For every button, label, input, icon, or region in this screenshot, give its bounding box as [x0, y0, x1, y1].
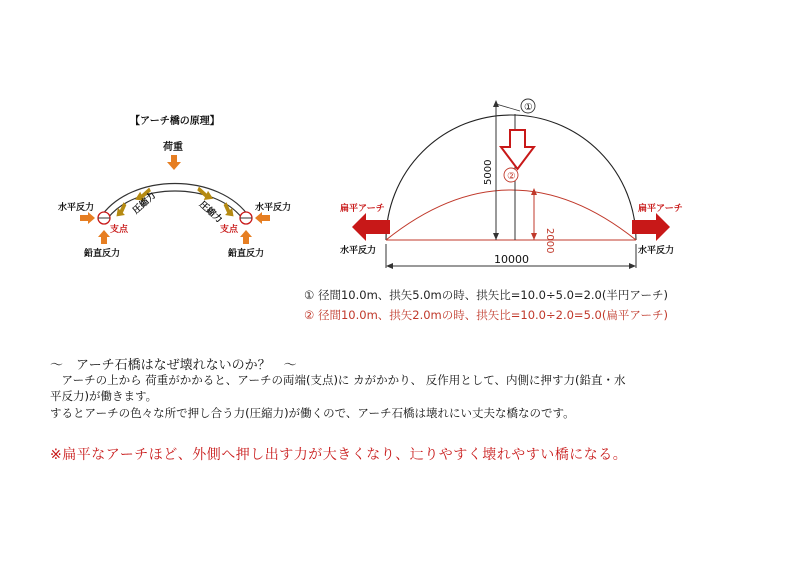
horizontal-reaction-left-arrow [80, 212, 95, 224]
flat-arch-left-label: 扁平アーチ [340, 204, 385, 214]
caption-semicircle: ① 径間10.0m、拱矢5.0mの時、拱矢比=10.0÷5.0=2.0(半円アーチ) [304, 288, 668, 302]
caption-flat: ② 径間10.0m、拱矢2.0mの時、拱矢比=10.0÷2.0=5.0(扁平アーチ) [304, 308, 668, 322]
left-diagram-title: 【アーチ橋の原理】 [130, 116, 220, 127]
dim-5000-arrowhead-top [493, 100, 499, 107]
load-arrow [167, 155, 181, 170]
dim-10000-arrowhead-right [629, 263, 636, 269]
vertical-reaction-left-arrow [98, 230, 110, 244]
vertical-reaction-right-label: 鉛直反力 [228, 249, 265, 259]
flat-arch-right-arrow [632, 213, 670, 241]
horizontal-reaction-right-diagram-right-label: 水平反力 [638, 246, 675, 256]
dim-5000-arrowhead-bottom [493, 233, 499, 240]
arch-band-inner [108, 191, 242, 218]
support-left-symbol [98, 212, 110, 224]
dim-2000-label: 2000 [544, 228, 555, 254]
marker-1-label: ① [524, 102, 533, 113]
support-right-symbol [240, 212, 252, 224]
dim-2000-arrowhead-bottom [531, 233, 537, 240]
dim-5000-label: 5000 [483, 159, 494, 185]
paragraph-2: するとアーチの色々な所で押し合う力(圧縮力)が働くので、アーチ石橋は壊れにい丈夫な橋なのです。 [50, 406, 575, 420]
marker-2-label: ② [507, 171, 516, 182]
vertical-reaction-right-arrow [240, 230, 252, 244]
load-hollow-arrow [501, 130, 534, 169]
section-heading: ～ アーチ石橋はなぜ壊れないのか？ ～ [50, 358, 297, 373]
paragraph-1-line-1: アーチの上から 荷重がかかると、アーチの両端(支点)に カがかかり、 反作用として、内側に押す力(鉛直・水 [50, 373, 626, 387]
dim-10000-label: 10000 [494, 253, 529, 266]
load-label: 荷重 [163, 142, 183, 153]
horizontal-reaction-right-diagram-left-label: 水平反力 [340, 246, 377, 256]
warning-note: ※扁平なアーチほど、外側へ押し出す力が大きくなり、辷りやすく壊れやすい橋になる。 [50, 447, 628, 463]
dim-10000-arrowhead-left [386, 263, 393, 269]
horizontal-reaction-right-label: 水平反力 [255, 203, 292, 213]
compression-right-label: 圧縮力 [196, 199, 224, 226]
support-right-label: 支点 [220, 225, 239, 235]
horizontal-reaction-left-label: 水平反力 [58, 203, 95, 213]
paragraph-1-line-2: 平反力)が働きます。 [50, 389, 158, 403]
vertical-reaction-left-label: 鉛直反力 [84, 249, 121, 259]
flat-arch-right-label: 扁平アーチ [638, 204, 683, 214]
support-left-label: 支点 [110, 225, 129, 235]
marker1-leader [496, 104, 520, 111]
flat-arch [386, 190, 636, 240]
flat-arch-left-arrow [352, 213, 390, 241]
compression-left-label: 圧縮力 [131, 190, 159, 217]
horizontal-reaction-right-arrow [255, 212, 270, 224]
